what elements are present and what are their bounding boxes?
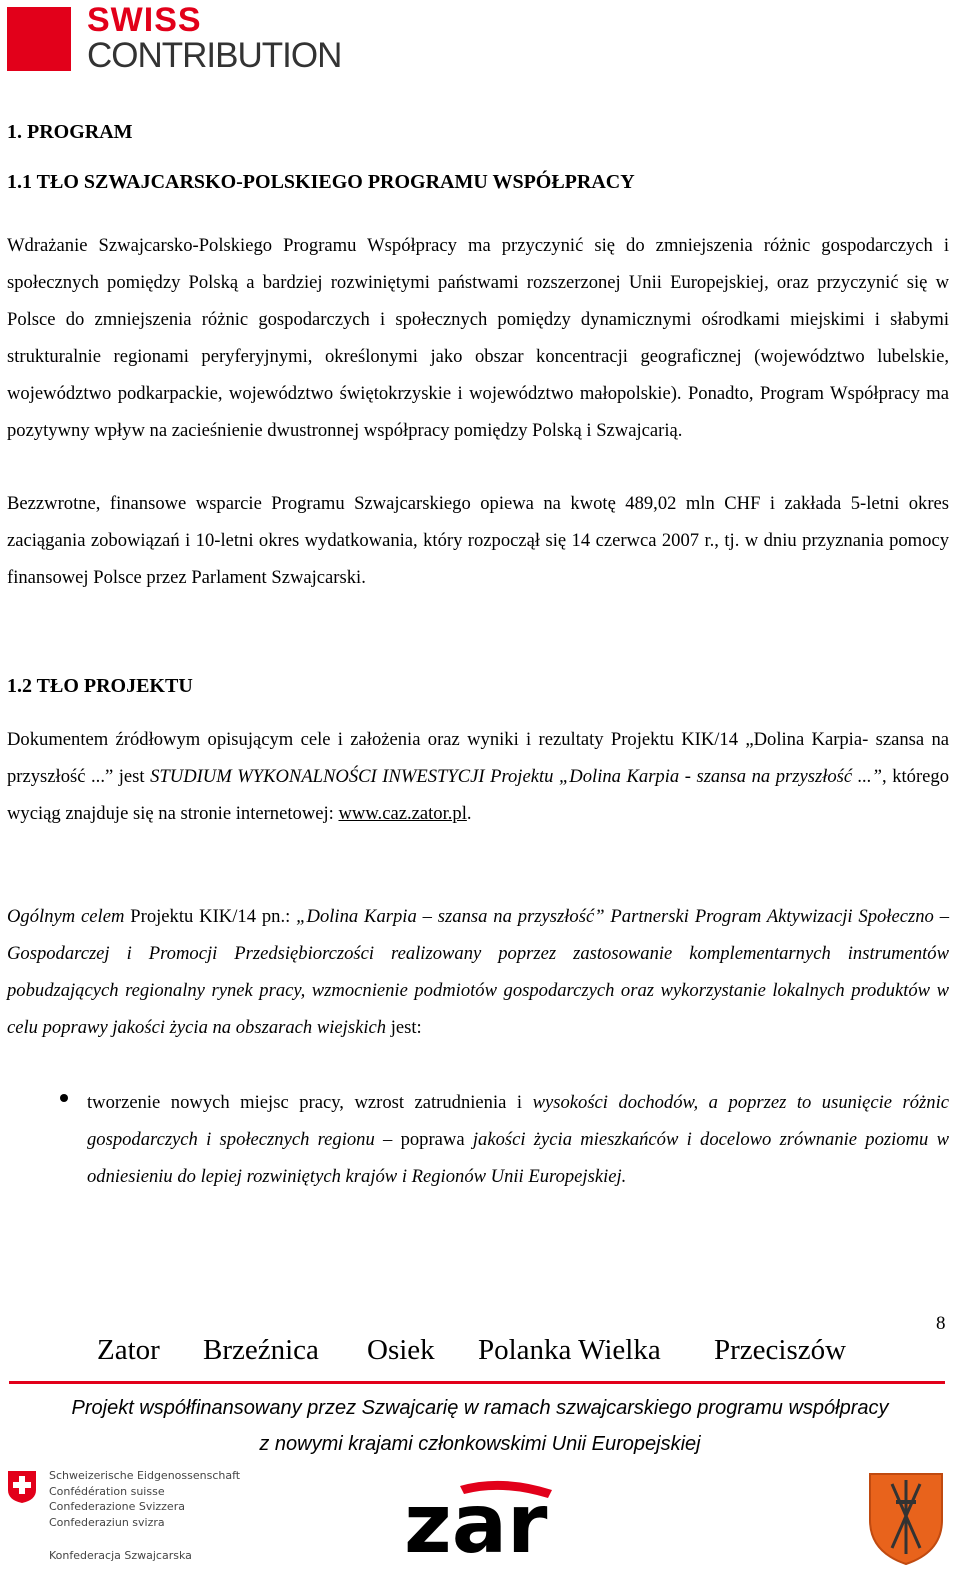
place-osiek: Osiek <box>367 1334 435 1366</box>
confed-line: Schweizerische Eidgenossenschaft <box>49 1469 241 1482</box>
place-brzeznica: Brzeźnica <box>203 1334 319 1366</box>
logo-contribution-text: CONTRIBUTION <box>87 36 342 75</box>
list-item-goal <box>87 1084 949 1195</box>
footer-cofinancing-line1: Projekt współfinansowany przez Szwajcarię w ramach szwajcarskiego programu współpracy <box>71 1397 889 1419</box>
swiss-confederation-text <box>49 1468 240 1530</box>
study-title: STUDIUM WYKONALNOŚCI INWESTYCJI Projektu „Dolina Karpia - szansa na przyszłość ...” <box>150 766 882 787</box>
swiss-shield-icon <box>7 1470 37 1504</box>
confed-line: Confederazione Svizzera <box>49 1500 185 1513</box>
text-span: Dokumentem źródłowym opisującym cele i założenia oraz wyniki i rezultaty Projektu KIK/14 „Dolina Karpia- szansa na przyszłość ...” jest <box>7 729 949 787</box>
confed-line: Confédération suisse <box>49 1484 165 1498</box>
footer-divider <box>9 1381 945 1384</box>
paragraph-project-goal <box>7 898 949 1046</box>
subheading-tlo-programu: 1.1 TŁO SZWAJCARSKO-POLSKIEGO PROGRAMU WSPÓŁPRACY <box>7 171 635 193</box>
section-heading-program: 1. PROGRAM <box>7 121 133 143</box>
text-span: . <box>466 803 472 824</box>
swiss-contribution-logo <box>7 1 342 77</box>
zar-logo-text: zar <box>404 1478 548 1558</box>
paragraph-program-background: Wdrażanie Szwajcarsko-Polskiego Programu Współpracy ma przyczynić się do zmniejszenia różnic gospodarczych i społecznych pomiędzy Polską a bardziej rozwiniętymi państwami rozszerzonej Unii Europejskiej, oraz przyczynić się w Polsce do zmniejszenia różnic gospodarczych i społecznych pomiędzy dynamicznymi ośrodkami miejskimi i słabymi strukturalnie regionami peryferyjnymi, określonymi jako obszar koncentracji geograficznej (województwo lubelskie, województwo podkarpackie, województwo świętokrzyskie i województwo małopolskie). Ponadto, Program Współpracy ma pozytywny wpływ na zacieśnienie dwustronnej współpracy pomiędzy Polską i Szwajcarią. <box>7 235 949 441</box>
paragraph-source-document <box>7 721 949 832</box>
place-zator: Zator <box>97 1334 160 1366</box>
text-span-italic: jakości życia mieszkańców i docelowo zrównanie poziomu w odniesieniu do lepiej rozwiniętych krajów i Regionów Unii Europejskiej. <box>87 1129 949 1187</box>
text-span: Projektu KIK/14 pn.: <box>124 906 297 927</box>
confed-line: Confederaziun svizra <box>49 1515 165 1529</box>
bullet-icon <box>60 1094 68 1102</box>
logo-red-square <box>7 7 71 71</box>
page-number: 8 <box>936 1313 946 1334</box>
text-span: – poprawa <box>374 1129 473 1150</box>
website-link[interactable]: www.caz.zator.pl <box>338 803 467 824</box>
text-span: tworzenie nowych miejsc pracy, wzrost zatrudnienia i <box>87 1092 533 1113</box>
text-span-italic: wysokości dochodów, a poprzez to usunięcie różnic gospodarczych i społecznych regionu <box>87 1092 949 1150</box>
place-polanka-wielka: Polanka Wielka <box>478 1334 661 1366</box>
section-heading-tlo-projektu: 1.2 TŁO PROJEKTU <box>7 675 193 697</box>
zator-crest-icon <box>866 1470 946 1566</box>
place-przeciszow: Przeciszów <box>714 1334 847 1366</box>
footer-cofinancing-line2: z nowymi krajami członkowskimi Unii Europejskiej <box>259 1433 701 1455</box>
text-span: jest: <box>386 1017 422 1038</box>
goal-label: Ogólnym celem <box>7 906 125 927</box>
project-name-italic: „Dolina Karpia – szansa na przyszłość” Partnerski Program Aktywizacji Społeczno – Gospodarczej i Promocji Przedsiębiorczości realizowany poprzez zastosowanie komplementarnych instrumentów pobudzających regionalny rynek pracy, wzmocnienie podmiotów gospodarczych oraz wykorzystanie lokalnych produktów w celu poprawy jakości życia na obszarach wiejskich <box>7 906 949 1038</box>
konfederacja-text: Konfederacja Szwajcarska <box>49 1549 192 1562</box>
zar-logo <box>402 1478 592 1558</box>
text-span: , którego wyciąg znajduje się na stronie internetowej: <box>7 766 949 824</box>
logo-swiss-text: SWISS <box>87 1 202 39</box>
paragraph-financial-support: Bezzwrotne, finansowe wsparcie Programu Szwajcarskiego opiewa na kwotę 489,02 mln CHF i zakłada 5-letni okres zaciągania zobowiązań i 10-letni okres wydatkowania, który rozpoczął się 14 czerwca 2007 r., tj. w dniu przyznania pomocy finansowej Polsce przez Parlament Szwajcarski. <box>7 493 949 588</box>
